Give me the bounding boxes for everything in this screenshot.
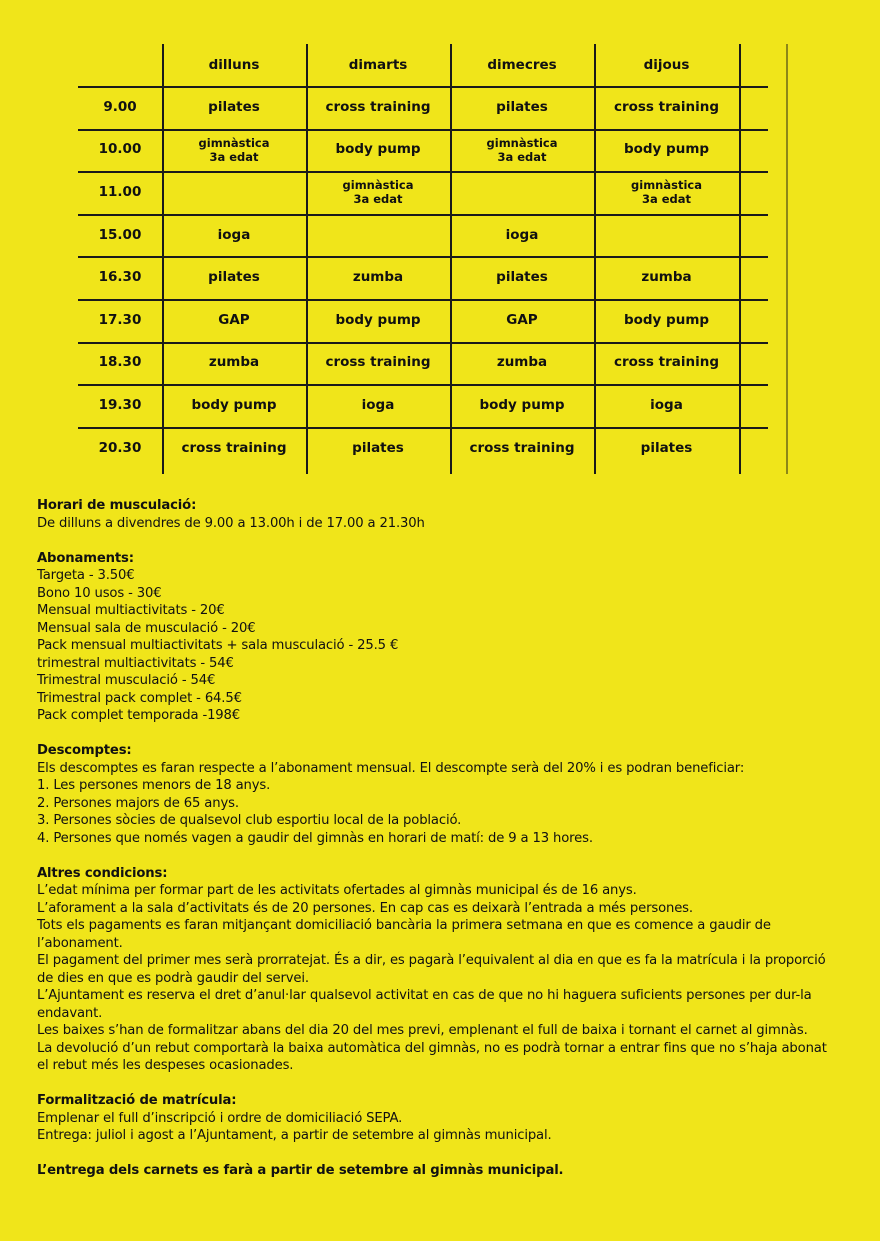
class-cell (306, 427, 450, 470)
day-header: dimecres (487, 56, 557, 73)
time-label: 16.30 (98, 269, 142, 286)
day-header: dijous (643, 56, 690, 73)
subscriptions-section (37, 550, 837, 725)
class-cell (594, 256, 739, 299)
class-name: gimnàstica (486, 135, 558, 150)
class-name: cross training (325, 354, 431, 371)
class-cell (450, 427, 594, 470)
class-name: body pump (335, 311, 421, 328)
condition-line: L’Ajuntament es reserva el dret d’anul·lar qualsevol activitat en cas de que no hi haguera suficients persones per dur-la endavant. (37, 988, 812, 1021)
time-label: 20.30 (98, 439, 142, 456)
discounts-section (37, 742, 837, 847)
day-header: dimarts (348, 56, 408, 73)
class-name: ioga (217, 226, 251, 243)
class-cell (450, 384, 594, 427)
class-name: pilates (352, 439, 404, 456)
class-cell (162, 171, 306, 214)
conditions-title: Altres condicions: (37, 865, 168, 881)
registration-line: Emplenar el full d’inscripció i ordre de domiciliació SEPA. (37, 1110, 403, 1126)
time-label: 18.30 (98, 354, 142, 371)
class-name: cross training (469, 439, 575, 456)
subscriptions-title: Abonaments: (37, 550, 134, 566)
class-name: body pump (623, 141, 710, 158)
final-note: L’entrega dels carnets es farà a partir de setembre al gimnàs municipal. (37, 1163, 564, 1178)
class-name: pilates (640, 439, 693, 456)
subscription-item: Pack complet temporada -198€ (37, 708, 241, 723)
class-cell (450, 129, 594, 172)
registration-line: Entrega: juliol i agost a l’Ajuntament, a partir de setembre al gimnàs municipal. (37, 1128, 552, 1143)
class-name: pilates (496, 98, 548, 115)
class-subtitle: 3a edat (497, 149, 547, 164)
class-name: gimnàstica (342, 178, 414, 193)
condition-line: El pagament del primer mes serà prorratejat. És a dir, es pagarà l’equivalent al dia en que es fa la matrícula i la proporció de dies en que es podrà gaudir del servei. (37, 953, 826, 986)
class-cell (162, 214, 306, 257)
class-name: zumba (352, 269, 404, 286)
class-name: zumba (641, 269, 692, 286)
class-cell (162, 384, 306, 427)
class-cell (306, 342, 450, 385)
class-cell (306, 256, 450, 299)
class-cell (594, 384, 739, 427)
grid-vertical-line (739, 44, 741, 474)
registration-section (37, 1092, 837, 1145)
subscription-item: Trimestral pack complet - 64.5€ (37, 690, 242, 706)
class-cell (162, 427, 306, 470)
class-cell (162, 299, 306, 342)
class-name: cross training (613, 98, 720, 115)
class-name: cross training (325, 98, 431, 115)
class-name: cross training (613, 354, 720, 371)
class-name: ioga (505, 226, 539, 243)
time-label: 10.00 (98, 141, 142, 158)
subscription-item: trimestral multiactivitats - 54€ (37, 655, 234, 671)
subscription-item: Targeta - 3.50€ (37, 568, 135, 583)
discount-line: 4. Persones que només vagen a gaudir del gimnàs en horari de matí: de 9 a 13 hores. (37, 830, 593, 846)
condition-line: Tots els pagaments es faran mitjançant domiciliació bancària la primera setmana en que es comence a gaudir de l’abonament. (37, 918, 771, 951)
discount-line: Els descomptes es faran respecte a l’abonament mensual. El descompte serà del 20% i es podran beneficiar: (37, 760, 745, 776)
class-name: pilates (208, 98, 260, 115)
class-subtitle: 3a edat (641, 192, 692, 207)
class-name: GAP (218, 311, 250, 328)
class-cell (594, 342, 739, 385)
class-name: pilates (496, 269, 548, 286)
class-subtitle: 3a edat (353, 192, 403, 207)
class-name: ioga (650, 396, 683, 413)
gym-hours-line: De dilluns a divendres de 9.00 a 13.00h i de 17.00 a 21.30h (37, 515, 425, 531)
subscription-item: Mensual sala de musculació - 20€ (37, 620, 256, 636)
gym-hours-title: Horari de musculació: (37, 498, 197, 513)
class-cell (450, 171, 594, 214)
registration-title: Formalització de matrícula: (37, 1093, 237, 1108)
condition-line: L’edat mínima per formar part de les activitats ofertades al gimnàs municipal és de 16 anys. (37, 883, 637, 898)
class-name: body pump (335, 141, 421, 158)
class-name: body pump (479, 396, 565, 413)
class-name: ioga (361, 396, 395, 413)
class-cell (594, 86, 739, 129)
conditions-section (37, 865, 837, 1075)
class-subtitle: 3a edat (209, 149, 259, 164)
time-label: 19.30 (98, 396, 142, 413)
class-cell (450, 256, 594, 299)
class-cell (306, 86, 450, 129)
discount-line: 3. Persones sòcies de qualsevol club esportiu local de la població. (37, 813, 462, 828)
class-cell (162, 256, 306, 299)
info-text (37, 497, 837, 1180)
subscription-item: Pack mensual multiactivitats + sala musculació - 25.5 € (37, 638, 399, 653)
class-cell (594, 171, 739, 214)
class-cell (306, 214, 450, 257)
day-header: dilluns (208, 56, 260, 73)
condition-line: L’aforament a la sala d’activitats és de 20 persones. En cap cas es deixarà l’entrada a més persones. (37, 900, 693, 916)
class-cell (450, 214, 594, 257)
class-cell (450, 342, 594, 385)
class-name: pilates (208, 269, 260, 286)
class-cell (306, 129, 450, 172)
time-label: 9.00 (103, 98, 137, 115)
subscription-item: Mensual multiactivitats - 20€ (37, 603, 225, 618)
class-cell (450, 299, 594, 342)
class-cell (306, 384, 450, 427)
time-label: 11.00 (98, 183, 142, 200)
grid-vertical-line (786, 44, 788, 474)
subscription-item: Bono 10 usos - 30€ (37, 585, 162, 601)
class-cell (306, 171, 450, 214)
class-name: zumba (208, 354, 260, 371)
class-name: body pump (623, 311, 710, 328)
class-cell (162, 342, 306, 385)
schedule-table (78, 44, 798, 474)
class-cell (594, 299, 739, 342)
class-name: cross training (181, 439, 287, 456)
class-name: GAP (506, 311, 538, 328)
time-label: 17.30 (98, 311, 142, 328)
condition-line: Les baixes s’han de formalitzar abans del dia 20 del mes previ, emplenant el full de baixa i tornant el carnet al gimnàs. (37, 1023, 808, 1038)
class-name: gimnàstica (198, 135, 270, 150)
class-cell (594, 427, 739, 470)
discount-line: 1. Les persones menors de 18 anys. (37, 778, 271, 793)
condition-line: La devolució d’un rebut comportarà la baixa automàtica del gimnàs, no es podrà tornar a entrar fins que no s’haja abonat el rebut més les despeses ocasionades. (37, 1040, 827, 1073)
class-name: body pump (191, 396, 277, 413)
subscription-item: Trimestral musculació - 54€ (37, 673, 216, 688)
class-cell (162, 129, 306, 172)
class-name: gimnàstica (631, 178, 702, 193)
class-cell (594, 214, 739, 257)
class-cell (594, 129, 739, 172)
discounts-title: Descomptes: (37, 743, 132, 758)
class-cell (162, 86, 306, 129)
time-label: 15.00 (98, 226, 142, 243)
class-name: zumba (496, 354, 548, 371)
discount-line: 2. Persones majors de 65 anys. (37, 795, 239, 811)
gym-hours-section (37, 497, 837, 532)
class-cell (306, 299, 450, 342)
class-cell (450, 86, 594, 129)
